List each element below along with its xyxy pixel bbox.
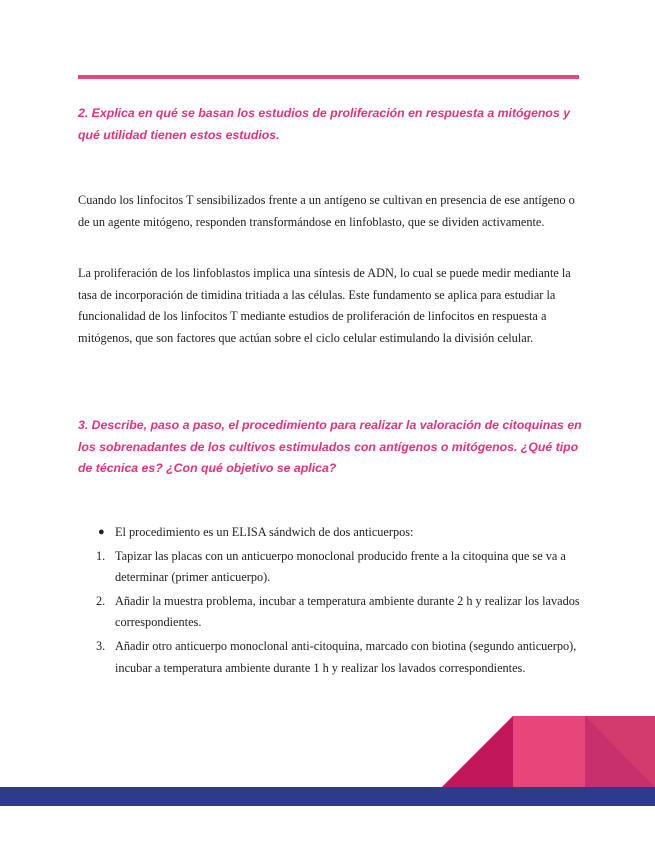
step-number: 2. <box>96 593 106 608</box>
paragraph-2: La proliferación de los linfoblastos implica una síntesis de ADN, lo cual se puede medir mediante la tasa de incorporación de timidina tritiada a las células. Este fundamento se aplica para estudiar la funcionalidad de los linfocitos T mediante estudios de proliferación de linfocitos en respuesta a mitógenos, que son factores que actúan sobre el ciclo celular estimulando la división celular. <box>78 266 571 345</box>
step-number: 1. <box>96 548 106 563</box>
paragraph-1: Cuando los linfocitos T sensibilizados frente a un antígeno se cultivan en presencia de ese antígeno o de un agente mitógeno, responden transformándose en linfoblasto, que se dividen activamente. <box>78 193 575 229</box>
question-2-heading: 2. Explica en qué se basan los estudios de proliferación en respuesta a mitógenos y qué utilidad tienen estos estudios. <box>78 106 571 142</box>
step-text: Tapizar las placas con un anticuerpo monoclonal producido frente a la citoquina que se va a determinar (primer anticuerpo). <box>115 548 566 585</box>
procedure-intro: El procedimiento es un ELISA sándwich de dos anticuerpos: <box>115 525 414 539</box>
question-3-heading: 3. Describe, paso a paso, el procedimiento para realizar la valoración de citoquinas en los sobrenadantes de los cultivos estimulados con antígenos o mitógenos. ¿Qué tipo de técnica es? ¿Con qué objetivo se aplica? <box>78 418 582 475</box>
step-text: Añadir la muestra problema, incubar a temperatura ambiente durante 2 h y realizar los lavados correspondientes. <box>115 593 580 630</box>
step-text: Añadir otro anticuerpo monoclonal anti-citoquina, marcado con biotina (segundo anticuerpo), incubar a temperatura ambiente durante 1 h y realizar los lavados correspondientes. <box>115 638 577 675</box>
decor-shape-dark-left <box>442 716 513 787</box>
step-number: 3. <box>96 638 106 653</box>
footer-bar <box>0 787 655 806</box>
bullet-icon: ● <box>98 526 105 538</box>
